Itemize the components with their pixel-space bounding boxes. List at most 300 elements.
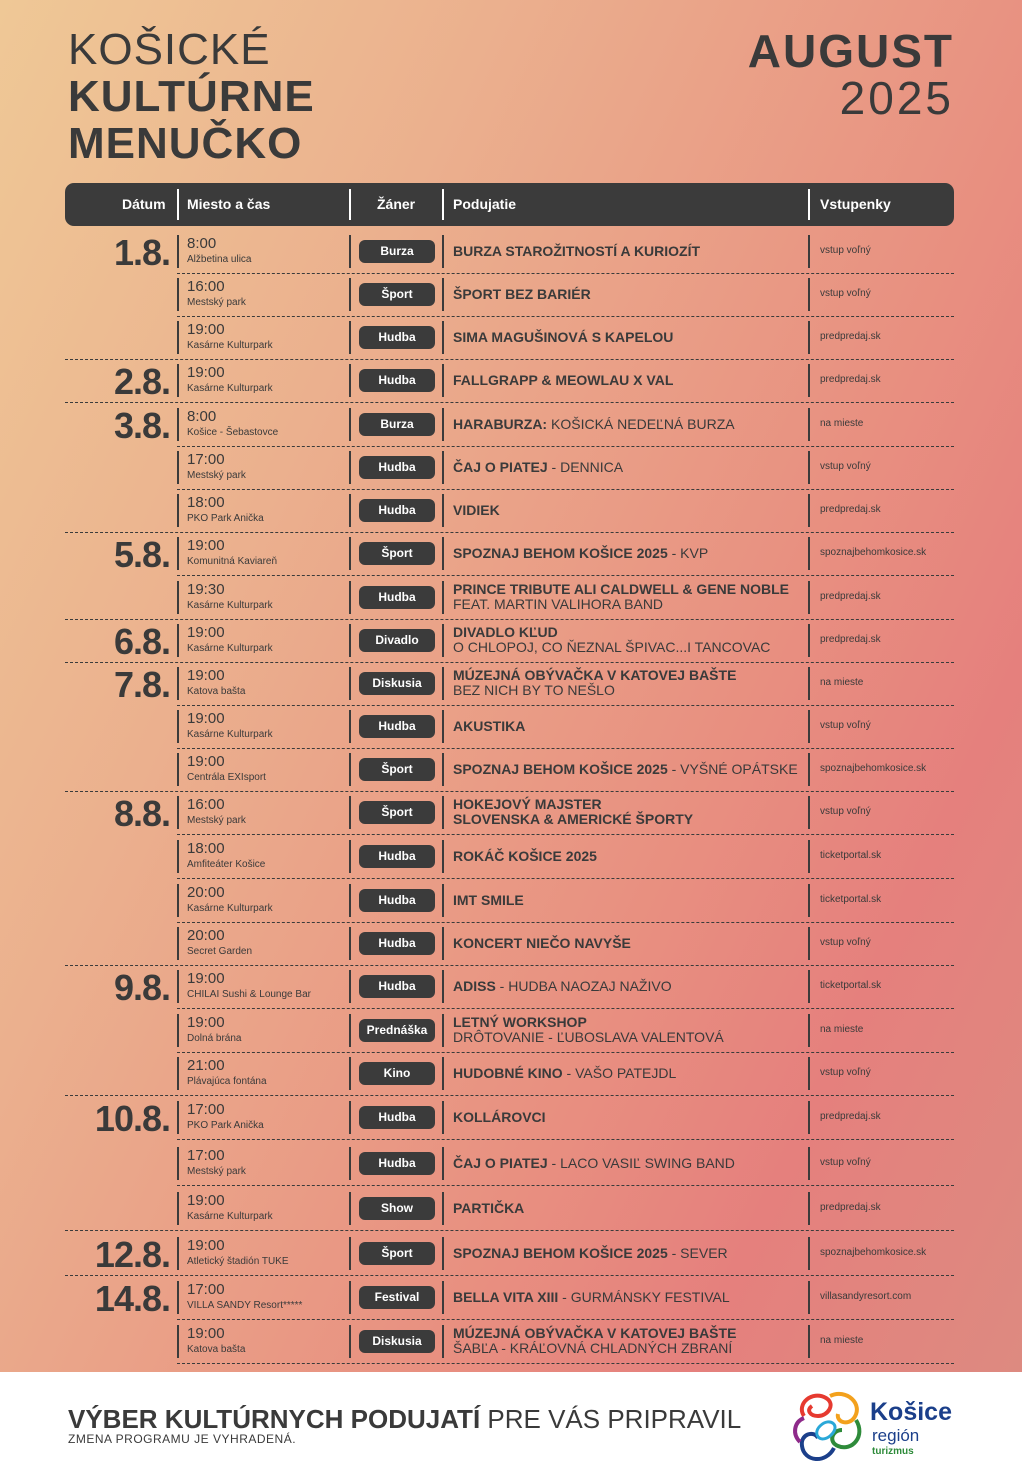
table-row	[65, 922, 954, 965]
genre-badge: Hudba	[359, 1152, 435, 1175]
row-separator	[177, 1185, 954, 1186]
column-divider	[177, 753, 179, 786]
row-place: Dolná brána	[187, 1033, 242, 1044]
event-line-1	[453, 1246, 803, 1261]
event-subtitle-rest: BEZ NICH BY TO NEŠLO	[453, 682, 615, 698]
column-divider	[349, 581, 351, 614]
row-time: 8:00	[187, 235, 217, 252]
header-divider	[349, 189, 351, 220]
footer	[0, 1372, 1022, 1482]
table-row	[65, 230, 954, 273]
column-divider	[177, 278, 179, 311]
column-divider	[442, 624, 444, 657]
row-time: 17:00	[187, 1147, 225, 1164]
table-row	[65, 1276, 954, 1319]
table-row	[65, 835, 954, 878]
row-event	[453, 287, 803, 302]
column-divider	[442, 451, 444, 484]
event-title-bold: HUDOBNÉ KINO	[453, 1065, 563, 1081]
genre-badge: Hudba	[359, 715, 435, 738]
footer-credit-bold: VÝBER KULTÚRNYCH PODUJATÍ	[68, 1404, 481, 1434]
row-place: Kasárne Kulturpark	[187, 340, 273, 351]
table-row	[65, 316, 954, 359]
row-ticket: na mieste	[820, 677, 864, 688]
column-divider	[808, 667, 810, 700]
logo-name: Košice	[870, 1398, 952, 1426]
genre-badge: Kino	[359, 1062, 435, 1085]
table-row	[65, 791, 954, 834]
column-divider	[177, 408, 179, 441]
column-divider	[442, 408, 444, 441]
event-line-1	[453, 417, 803, 432]
row-event	[453, 1156, 803, 1171]
genre-badge: Hudba	[359, 456, 435, 479]
row-place: Kasárne Kulturpark	[187, 903, 273, 914]
genre-badge: Hudba	[359, 326, 435, 349]
row-place: Komunitná Kaviareň	[187, 556, 278, 567]
row-time: 19:00	[187, 970, 225, 987]
event-title-bold: VIDIEK	[453, 502, 500, 518]
event-title-bold: LETNÝ WORKSHOP	[453, 1014, 587, 1030]
table-row	[65, 748, 954, 791]
event-title-bold: ADISS	[453, 978, 496, 994]
header-date: Dátum	[122, 196, 166, 212]
genre-badge: Šport	[359, 542, 435, 565]
event-line-1	[453, 893, 803, 908]
column-divider	[442, 278, 444, 311]
genre-badge: Hudba	[359, 499, 435, 522]
column-divider	[808, 884, 810, 917]
row-event	[453, 849, 803, 864]
column-divider	[349, 1192, 351, 1225]
row-ticket: vstup voľný	[820, 937, 871, 948]
title-block	[68, 26, 315, 167]
event-line-2	[453, 683, 803, 698]
event-line-1	[453, 330, 803, 345]
event-title-bold: AKUSTIKA	[453, 718, 526, 734]
row-event	[453, 1066, 803, 1081]
row-event	[453, 330, 803, 345]
column-divider	[808, 364, 810, 397]
genre-badge: Hudba	[359, 889, 435, 912]
table-row	[65, 965, 954, 1008]
event-title-rest: - GURMÁNSKY FESTIVAL	[558, 1289, 730, 1305]
column-divider	[349, 1101, 351, 1134]
event-title-bold: SPOZNAJ BEHOM KOŠICE 2025	[453, 761, 668, 777]
event-subtitle-rest: O CHLOPOJ, CO ŇEZNAL ŠPIVAC...I TANCOVAC	[453, 639, 771, 655]
table-row	[65, 1009, 954, 1052]
row-time: 19:00	[187, 364, 225, 381]
row-event	[453, 417, 803, 432]
kosice-region-logo-icon	[790, 1386, 868, 1466]
row-place: Mestský park	[187, 297, 246, 308]
genre-badge: Festival	[359, 1286, 435, 1309]
column-divider	[177, 1147, 179, 1180]
row-ticket: villasandyresort.com	[820, 1291, 912, 1302]
column-divider	[177, 710, 179, 743]
row-place: Mestský park	[187, 815, 246, 826]
row-place: Kasárne Kulturpark	[187, 383, 273, 394]
row-time: 19:00	[187, 710, 225, 727]
row-separator	[65, 1230, 954, 1231]
table-row	[65, 879, 954, 922]
column-divider	[349, 494, 351, 527]
table-row	[65, 273, 954, 316]
event-title-bold: SPOZNAJ BEHOM KOŠICE 2025	[453, 1245, 668, 1261]
event-title-bold: HOKEJOVÝ MAJSTER	[453, 796, 602, 812]
column-divider	[808, 1237, 810, 1270]
header-divider	[808, 189, 810, 220]
event-line-1	[453, 582, 803, 597]
header-genre: Žáner	[377, 196, 416, 212]
row-place: Katova bašta	[187, 686, 246, 697]
row-time: 17:00	[187, 451, 225, 468]
column-divider	[177, 840, 179, 873]
table-row	[65, 662, 954, 705]
row-place: Plávajúca fontána	[187, 1076, 267, 1087]
column-divider	[442, 1281, 444, 1314]
event-title-rest: - SEVER	[667, 1245, 728, 1261]
column-divider	[349, 321, 351, 354]
row-place: Mestský park	[187, 470, 246, 481]
genre-badge: Šport	[359, 1242, 435, 1265]
table-header	[65, 183, 954, 226]
row-ticket: na mieste	[820, 418, 864, 429]
column-divider	[442, 667, 444, 700]
table-row	[65, 1052, 954, 1095]
row-time: 18:00	[187, 840, 225, 857]
row-time: 17:00	[187, 1101, 225, 1118]
header-divider	[177, 189, 179, 220]
column-divider	[349, 235, 351, 268]
event-line-1	[453, 762, 803, 777]
title-line-2: KULTÚRNE	[68, 72, 315, 121]
row-time: 21:00	[187, 1057, 225, 1074]
column-divider	[808, 753, 810, 786]
row-ticket: spoznajbehomkosice.sk	[820, 547, 927, 558]
row-date: 7.8.	[113, 664, 170, 705]
column-divider	[442, 796, 444, 829]
column-divider	[349, 408, 351, 441]
column-divider	[177, 667, 179, 700]
header-tickets: Vstupenky	[820, 196, 891, 212]
table-row	[65, 446, 954, 489]
column-divider	[442, 970, 444, 1003]
column-divider	[808, 537, 810, 570]
column-divider	[442, 1147, 444, 1180]
row-place: Amfiteáter Košice	[187, 859, 266, 870]
table-row	[65, 619, 954, 662]
event-title-bold: PARTIČKA	[453, 1200, 525, 1216]
event-title-bold: ROKÁČ KOŠICE 2025	[453, 848, 597, 864]
column-divider	[442, 1057, 444, 1090]
column-divider	[349, 884, 351, 917]
row-time: 19:00	[187, 321, 225, 338]
column-divider	[177, 970, 179, 1003]
row-event	[453, 1246, 803, 1261]
logo-tag: turizmus	[872, 1446, 914, 1457]
table-row	[65, 1320, 954, 1363]
row-ticket: ticketportal.sk	[820, 850, 882, 861]
event-line-1	[453, 719, 803, 734]
column-divider	[177, 884, 179, 917]
row-place: Košice - Šebastovce	[187, 427, 279, 438]
column-divider	[349, 796, 351, 829]
row-time: 20:00	[187, 927, 225, 944]
event-line-1	[453, 460, 803, 475]
row-ticket: vstup voľný	[820, 1157, 871, 1168]
column-divider	[808, 624, 810, 657]
row-ticket: na mieste	[820, 1024, 864, 1035]
row-event	[453, 503, 803, 518]
row-place: PKO Park Anička	[187, 1120, 264, 1131]
column-divider	[349, 364, 351, 397]
row-date: 9.8.	[113, 967, 170, 1008]
genre-badge: Hudba	[359, 586, 435, 609]
event-line-2	[453, 597, 803, 612]
column-divider	[442, 710, 444, 743]
row-ticket: spoznajbehomkosice.sk	[820, 763, 927, 774]
row-time: 19:00	[187, 1192, 225, 1209]
table-row	[65, 576, 954, 619]
column-divider	[177, 235, 179, 268]
row-time: 19:00	[187, 1014, 225, 1031]
column-divider	[177, 796, 179, 829]
table-row	[65, 1232, 954, 1275]
event-title-rest: - DENNICA	[547, 459, 624, 475]
event-line-1	[453, 1015, 803, 1030]
column-divider	[349, 537, 351, 570]
row-ticket: na mieste	[820, 1335, 864, 1346]
column-divider	[808, 451, 810, 484]
column-divider	[177, 581, 179, 614]
row-event	[453, 936, 803, 951]
column-divider	[442, 364, 444, 397]
event-subtitle-rest: FEAT. MARTIN VALIHORA BAND	[453, 596, 664, 612]
row-date: 2.8.	[113, 361, 170, 402]
column-divider	[349, 1147, 351, 1180]
event-line-1	[453, 373, 803, 388]
genre-badge: Hudba	[359, 932, 435, 955]
event-line-1	[453, 1290, 803, 1305]
event-line-1	[453, 287, 803, 302]
event-title-rest: - LACO VASIĽ SWING BAND	[547, 1155, 735, 1171]
event-title-bold: IMT SMILE	[453, 892, 524, 908]
row-place: Kasárne Kulturpark	[187, 643, 273, 654]
row-date: 6.8.	[113, 621, 170, 662]
column-divider	[808, 796, 810, 829]
column-divider	[442, 1014, 444, 1047]
column-divider	[808, 321, 810, 354]
header-divider	[442, 189, 444, 220]
event-line-1	[453, 1326, 803, 1341]
genre-badge: Šport	[359, 283, 435, 306]
column-divider	[442, 753, 444, 786]
event-subtitle-rest: DRÔTOVANIE - ĽUBOSLAVA VALENTOVÁ	[453, 1029, 724, 1045]
row-time: 19:00	[187, 624, 225, 641]
kosice-region-logo	[790, 1386, 970, 1466]
column-divider	[808, 1192, 810, 1225]
column-divider	[442, 494, 444, 527]
column-divider	[442, 1325, 444, 1358]
column-divider	[349, 667, 351, 700]
column-divider	[442, 581, 444, 614]
event-line-1	[453, 849, 803, 864]
event-line-1	[453, 1201, 803, 1216]
row-event	[453, 373, 803, 388]
table-row	[65, 1187, 954, 1230]
genre-badge: Hudba	[359, 975, 435, 998]
row-time: 16:00	[187, 796, 225, 813]
event-line-1	[453, 797, 803, 812]
title-line-3: MENUČKO	[68, 119, 303, 168]
event-title-rest: KOŠICKÁ NEDEĽNÁ BURZA	[547, 416, 735, 432]
column-divider	[442, 927, 444, 960]
row-event	[453, 893, 803, 908]
column-divider	[349, 1281, 351, 1314]
column-divider	[808, 1014, 810, 1047]
row-place: CHILAI Sushi & Lounge Bar	[187, 989, 311, 1000]
row-event	[453, 1015, 803, 1045]
column-divider	[177, 1192, 179, 1225]
event-line-2	[453, 640, 803, 655]
column-divider	[808, 235, 810, 268]
row-time: 19:30	[187, 581, 225, 598]
column-divider	[349, 451, 351, 484]
column-divider	[177, 1014, 179, 1047]
column-divider	[177, 1057, 179, 1090]
period-year: 2025	[839, 72, 954, 124]
column-divider	[808, 710, 810, 743]
column-divider	[349, 840, 351, 873]
column-divider	[349, 710, 351, 743]
table-row	[65, 705, 954, 748]
row-place: VILLA SANDY Resort*****	[187, 1300, 303, 1311]
genre-badge: Hudba	[359, 1106, 435, 1129]
table-row	[65, 359, 954, 402]
column-divider	[808, 1057, 810, 1090]
column-divider	[808, 1147, 810, 1180]
event-subtitle-rest: ŠABĽA - KRÁĽOVNÁ CHLADNÝCH ZBRANÍ	[453, 1340, 733, 1356]
period-block	[747, 25, 954, 124]
column-divider	[808, 278, 810, 311]
column-divider	[177, 1237, 179, 1270]
row-event	[453, 546, 803, 561]
row-place: Kasárne Kulturpark	[187, 729, 273, 740]
row-event	[453, 1290, 803, 1305]
event-line-1	[453, 668, 803, 683]
event-title-bold: DIVADLO KĽUD	[453, 624, 558, 640]
row-event	[453, 625, 803, 655]
event-title-bold: FALLGRAPP & MEOWLAU X VAL	[453, 372, 674, 388]
genre-badge: Diskusia	[359, 1330, 435, 1353]
genre-badge: Burza	[359, 413, 435, 436]
event-title-rest: - HUDBA NAOZAJ NAŽIVO	[495, 978, 672, 994]
row-time: 8:00	[187, 408, 217, 425]
column-divider	[177, 624, 179, 657]
event-line-2	[453, 1030, 803, 1045]
event-line-1	[453, 546, 803, 561]
event-line-1	[453, 244, 803, 259]
row-separator	[177, 1139, 954, 1140]
column-divider	[808, 494, 810, 527]
event-title-bold: BELLA VITA XIII	[453, 1289, 559, 1305]
row-ticket: vstup voľný	[820, 461, 871, 472]
row-event	[453, 762, 803, 777]
event-line-1	[453, 503, 803, 518]
column-divider	[177, 451, 179, 484]
event-title-bold: PRINCE TRIBUTE ALI CALDWELL & GENE NOBLE	[453, 581, 789, 597]
footer-credit	[68, 1404, 741, 1434]
event-title-bold: ČAJ O PIATEJ	[453, 1155, 548, 1171]
row-place: Secret Garden	[187, 946, 253, 957]
column-divider	[808, 1101, 810, 1134]
row-event	[453, 582, 803, 612]
row-ticket: vstup voľný	[820, 720, 871, 731]
row-time: 19:00	[187, 537, 225, 554]
row-ticket: vstup voľný	[820, 806, 871, 817]
column-divider	[808, 1325, 810, 1358]
event-title-rest: - VAŠO PATEJDL	[562, 1065, 677, 1081]
row-event	[453, 668, 803, 698]
column-divider	[349, 278, 351, 311]
event-title-bold: ČAJ O PIATEJ	[453, 459, 548, 475]
row-date: 10.8.	[94, 1098, 170, 1139]
column-divider	[177, 364, 179, 397]
column-divider	[349, 970, 351, 1003]
event-line-1	[453, 1110, 803, 1125]
table-row	[65, 489, 954, 532]
column-divider	[442, 537, 444, 570]
row-event	[453, 719, 803, 734]
column-divider	[442, 840, 444, 873]
event-subtitle-bold: SLOVENSKA & AMERICKÉ ŠPORTY	[453, 811, 694, 827]
row-time: 17:00	[187, 1281, 225, 1298]
genre-badge: Hudba	[359, 845, 435, 868]
event-line-1	[453, 625, 803, 640]
event-title-rest: - VYŠNÉ OPÁTSKE	[667, 761, 798, 777]
row-event	[453, 1326, 803, 1356]
row-place: Atletický štadión TUKE	[187, 1256, 289, 1267]
event-title-bold: HARABURZA:	[453, 416, 548, 432]
event-title-bold: SPOZNAJ BEHOM KOŠICE 2025	[453, 545, 668, 561]
column-divider	[349, 1237, 351, 1270]
row-place: Alžbetina ulica	[187, 254, 252, 265]
row-time: 18:00	[187, 494, 225, 511]
footer-disclaimer: ZMENA PROGRAMU JE VYHRADENÁ.	[68, 1432, 297, 1446]
row-date: 8.8.	[113, 793, 170, 834]
event-title-bold: ŠPORT BEZ BARIÉR	[453, 286, 591, 302]
row-ticket: predpredaj.sk	[820, 1111, 881, 1122]
event-title-bold: MÚZEJNÁ OBÝVAČKA V KATOVEJ BAŠTE	[453, 667, 737, 683]
row-ticket: ticketportal.sk	[820, 980, 882, 991]
column-divider	[442, 1101, 444, 1134]
event-line-1	[453, 936, 803, 951]
row-time: 19:00	[187, 1325, 225, 1342]
row-place: Katova bašta	[187, 1344, 246, 1355]
event-title-rest: - KVP	[667, 545, 709, 561]
column-divider	[349, 624, 351, 657]
column-divider	[808, 581, 810, 614]
table-row	[65, 403, 954, 446]
event-line-1	[453, 1156, 803, 1171]
row-ticket: vstup voľný	[820, 245, 871, 256]
row-date: 1.8.	[113, 232, 170, 273]
column-divider	[349, 1325, 351, 1358]
row-time: 20:00	[187, 884, 225, 901]
event-title-bold: KOLLÁROVCI	[453, 1109, 546, 1125]
row-ticket: spoznajbehomkosice.sk	[820, 1247, 927, 1258]
